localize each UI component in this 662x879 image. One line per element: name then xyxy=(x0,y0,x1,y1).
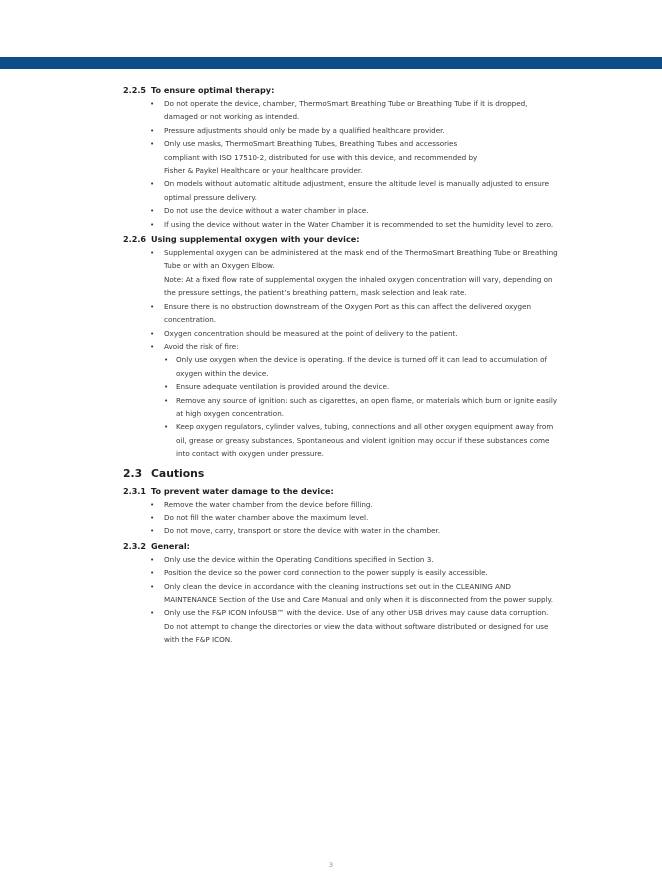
list-item xyxy=(123,124,583,137)
bullet-list xyxy=(123,246,583,461)
list-item-line: Pressure adjustments should only be made by a qualified healthcare provider. xyxy=(164,125,445,135)
bullet-icon: • xyxy=(150,206,155,216)
list-item-line: Oxygen concentration should be measured at the point of delivery to the patient. xyxy=(164,328,458,338)
list-item xyxy=(123,394,583,421)
section-title: Using supplemental oxygen with your device: xyxy=(151,234,360,245)
section-title: Cautions xyxy=(151,466,205,480)
bullet-icon: • xyxy=(164,395,169,405)
list-item-line: Supplemental oxygen can be administered at the mask end of the ThermoSmart Breathing Tube or Breathing xyxy=(164,248,558,258)
bullet-icon: • xyxy=(150,341,155,351)
list-item-line: oil, grease or greasy substances. Spontaneous and violent ignition may occur if these substances come xyxy=(176,435,550,445)
bullet-icon: • xyxy=(150,499,155,509)
list-item-line: Only use the F&P ICON InfoUSB™ with the device. Use of any other USB drives may cause data corruption. xyxy=(164,608,549,618)
list-item xyxy=(123,606,583,646)
list-item-line: Fisher & Paykel Healthcare or your healthcare provider. xyxy=(164,166,363,176)
bullet-icon: • xyxy=(150,248,155,258)
list-item-line: Ensure there is no obstruction downstream of the Oxygen Port as this can affect the delivered oxygen xyxy=(164,301,532,311)
list-item-line: Position the device so the power cord connection to the power supply is easily accessible. xyxy=(164,568,488,578)
list-item xyxy=(123,300,583,327)
list-item-line: Keep oxygen regulators, cylinder valves, tubing, connections and all other oxygen equipment away from xyxy=(176,422,554,432)
section-number: 2.2.6 xyxy=(123,234,147,245)
list-item xyxy=(123,204,583,217)
list-item-line: Do not operate the device, chamber, ThermoSmart Breathing Tube or Breathing Tube if it is dropped, xyxy=(164,99,528,108)
list-item-line: Do not fill the water chamber above the maximum level. xyxy=(164,512,369,522)
list-item xyxy=(123,177,583,204)
bullet-icon: • xyxy=(164,422,169,432)
section-heading xyxy=(123,467,583,481)
list-item-line: Only use oxygen when the device is operating. If the device is turned off it can lead to accumulation of xyxy=(176,355,548,365)
section-heading xyxy=(123,84,583,97)
section-spacer xyxy=(123,461,583,463)
section-number: 2.3.2 xyxy=(123,540,147,551)
list-item-line: damaged or not working as intended. xyxy=(164,112,300,122)
list-item xyxy=(123,553,583,566)
list-item-line: compliant with ISO 17510-2, distributed for use with this device, and recommended by xyxy=(164,152,478,162)
bullet-icon: • xyxy=(150,139,155,149)
list-item-line: optimal pressure delivery. xyxy=(164,192,257,202)
list-item xyxy=(123,511,583,524)
list-item xyxy=(123,246,583,300)
list-item-line: into contact with oxygen under pressure. xyxy=(176,449,324,459)
list-item-line: Avoid the risk of fire: xyxy=(164,341,239,351)
list-item-line: with the F&P ICON. xyxy=(164,635,233,645)
list-item xyxy=(123,218,583,231)
list-item xyxy=(123,498,583,511)
bullet-icon: • xyxy=(150,219,155,229)
bullet-list xyxy=(123,553,583,647)
bullet-list xyxy=(123,97,583,231)
bullet-icon: • xyxy=(150,608,155,618)
list-item-line: Only clean the device in accordance with the cleaning instructions set out in the CLEANING AND xyxy=(164,581,511,591)
bullet-icon: • xyxy=(150,179,155,189)
list-item-line: Only use masks, ThermoSmart Breathing Tubes, Breathing Tubes and accessories xyxy=(164,139,458,149)
list-item xyxy=(123,327,583,340)
list-item-line: at high oxygen concentration. xyxy=(176,408,285,418)
list-item xyxy=(123,97,583,124)
list-item xyxy=(123,580,583,607)
list-item-line: MAINTENANCE Section of the Use and Care Manual and only when it is disconnected from the power supply. xyxy=(164,595,554,604)
list-item-line: the pressure settings, the patient’s breathing pattern, mask selection and leak rate. xyxy=(164,288,467,298)
section-number: 2.3.1 xyxy=(123,485,147,496)
section-heading xyxy=(123,233,583,246)
list-item-line: Do not use the device without a water chamber in place. xyxy=(164,206,369,216)
list-item-line: Remove the water chamber from the device before filling. xyxy=(164,499,373,509)
list-item xyxy=(123,137,583,177)
header-bar xyxy=(0,57,662,69)
bullet-icon: • xyxy=(150,512,155,522)
list-item-line: concentration. xyxy=(164,315,217,325)
list-item xyxy=(123,566,583,579)
bullet-icon: • xyxy=(150,568,155,578)
bullet-icon: • xyxy=(150,581,155,591)
bullet-icon: • xyxy=(150,99,155,108)
list-item xyxy=(123,380,583,393)
section-heading xyxy=(123,485,583,498)
section-spacer xyxy=(123,647,583,649)
section-number: 2.2.5 xyxy=(123,85,147,95)
list-item-line: Ensure adequate ventilation is provided around the device. xyxy=(176,382,390,392)
section-title: To prevent water damage to the device: xyxy=(151,485,334,496)
page-number: 3 xyxy=(328,861,334,869)
bullet-icon: • xyxy=(150,554,155,564)
list-item-line: Only use the device within the Operating Conditions specified in Section 3. xyxy=(164,554,434,564)
list-item-line: Do not attempt to change the directories or view the data without software distributed or designed for use xyxy=(164,621,549,631)
bullet-icon: • xyxy=(164,382,169,392)
list-item-line: If using the device without water in the Water Chamber it is recommended to set the humidity level to zero. xyxy=(164,219,554,229)
list-item-line: Note: At a fixed flow rate of supplemental oxygen the inhaled oxygen concentration will vary, depending on xyxy=(164,274,553,284)
bullet-list xyxy=(123,498,583,538)
section-title: To ensure optimal therapy: xyxy=(151,85,275,95)
list-item xyxy=(123,420,583,460)
bullet-icon: • xyxy=(150,301,155,311)
list-item-line: Do not move, carry, transport or store the device with water in the chamber. xyxy=(164,526,441,536)
bullet-icon: • xyxy=(150,526,155,536)
section-heading xyxy=(123,540,583,553)
section-title: General: xyxy=(151,540,190,551)
list-item-line: On models without automatic altitude adjustment, ensure the altitude level is manually adjusted to ensure xyxy=(164,179,550,189)
section-number: 2.3 xyxy=(123,466,143,480)
list-item-line: oxygen within the device. xyxy=(176,368,269,378)
list-item xyxy=(123,353,583,380)
document-body xyxy=(123,84,583,649)
bullet-icon: • xyxy=(150,328,155,338)
bullet-icon: • xyxy=(150,125,155,135)
bullet-icon: • xyxy=(164,355,169,365)
list-item-line: Remove any source of ignition: such as cigarettes, an open flame, or materials which burn or ignite easily xyxy=(176,395,558,405)
list-item xyxy=(123,340,583,353)
list-item xyxy=(123,524,583,537)
list-item-line: Tube or with an Oxygen Elbow. xyxy=(164,261,275,271)
